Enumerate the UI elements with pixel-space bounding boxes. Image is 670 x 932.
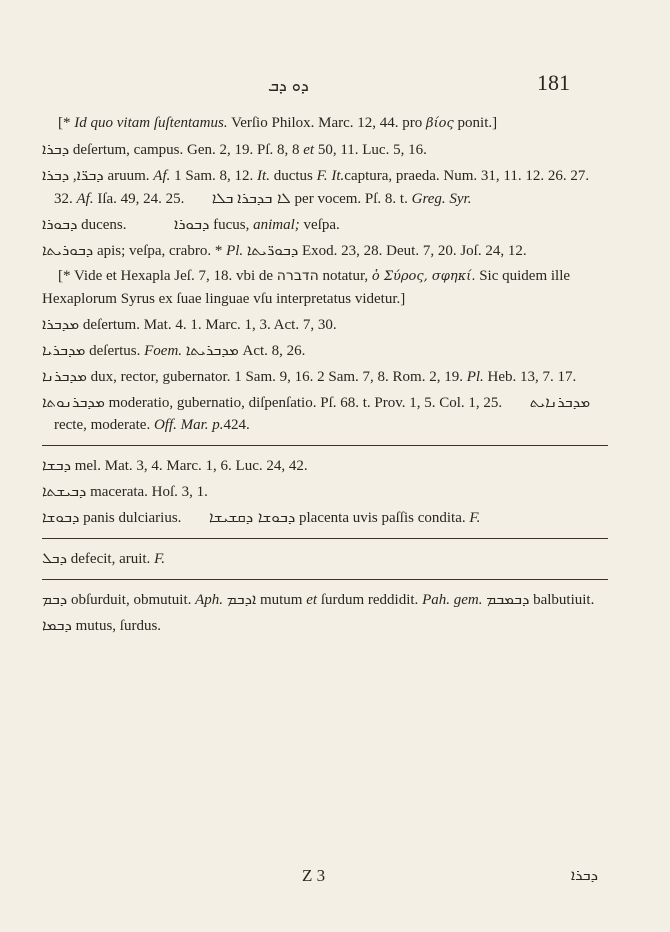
dictionary-entry: ܡܕܒܪܝܐ deſertus. Foem. ܡܕܒܪܝܬܐ Act. 8, 26. bbox=[42, 341, 306, 359]
dictionary-entry: ܕܒܪ̈ܐ, ܕܒܪܐ aruum. Af. 1 Sam. 8, 12. It. ductus F. It.captura, praeda. Num. 31, 11. 12. 26. 27. 32. Af. Iſa. 49, 24. 25. ܠܐ ܒܕܒܪܐ ܒܠܐ per vocem. Pſ. 8. t. Greg. Syr. bbox=[42, 166, 590, 207]
editor-note: [* Vide et Hexapla Jeſ. 7, 18. vbi de הדברה notatur, ὁ Σύρος, σφηκί. Sic quidem ille Hexaplorum Syrus ex ſuae linguae vſu interpretatus videtur.] bbox=[42, 268, 571, 307]
dictionary-entry: ܕܒܝܫܬܐ macerata. Hoſ. 3, 1. bbox=[42, 482, 208, 500]
syriac-headword: ܕܒܪܐ bbox=[42, 140, 70, 158]
section-divider bbox=[42, 579, 608, 580]
running-head: ܕܘ ܕܒ bbox=[268, 76, 309, 95]
page-number: 181 bbox=[537, 70, 570, 95]
syriac-headword: ܕܒܘܪܐ bbox=[42, 215, 78, 233]
section-divider bbox=[42, 538, 608, 539]
syriac-headword: ܡܕܒܪܐ bbox=[42, 315, 80, 333]
dictionary-entry: ܕܒܘܪܐ ducens. ܕܒܘܪܐ fucus, animal; veſpa. bbox=[42, 215, 340, 233]
dictionary-entry: ܕܒܘܪܝܬܐ apis; veſpa, crabro. * Pl. ܕܒܘܪ̈ܝܬܐ Exod. 23, 28. Deut. 7, 20. Joſ. 24, 12. bbox=[42, 241, 527, 259]
syriac-headword: ܕܒܝܫܬܐ bbox=[42, 482, 87, 500]
syriac-headword: ܕܒܡܐ bbox=[42, 616, 72, 634]
dictionary-entry: ܕܒܠ defecit, aruit. F. bbox=[42, 549, 166, 567]
signature-mark: Z 3 bbox=[302, 866, 326, 885]
dictionary-entry: ܕܒܫܐ mel. Mat. 3, 4. Marc. 1, 6. Luc. 24, 42. bbox=[42, 456, 308, 474]
dictionary-entry: ܕܒܘܫܐ panis dulciarius. ܕܒܘܫܐ ܕܩܫܝܫܐ placenta uvis paſſis condita. F. bbox=[42, 508, 481, 526]
editor-note: [* Id quo vitam ſuſtentamus. Verſio Philox. Marc. 12, 44. pro βίος ponit.] bbox=[58, 115, 498, 131]
dictionary-entry: ܡܕܒܪܐ deſertum. Mat. 4. 1. Marc. 1, 3. Act. 7, 30. bbox=[42, 315, 337, 333]
catchword: ܕܒܪܐ bbox=[570, 866, 598, 884]
syriac-headword: ܕܒܪܐ bbox=[42, 166, 70, 184]
dictionary-entry: ܡܕܒܪܢܐ dux, rector, gubernator. 1 Sam. 9, 16. 2 Sam. 7, 8. Rom. 2, 19. Pl. Heb. 13, 7. 17. bbox=[42, 367, 577, 385]
syriac-headword: ܡܕܒܪܢܐ bbox=[42, 367, 87, 385]
dictionary-entry: ܕܒܡ obſurduit, obmutuit. Aph. ܐܕܒܡ mutum et ſurdum reddidit. Pah. gem. ܕܒܡܒܡ balbutiuit. bbox=[42, 590, 595, 608]
dictionary-entry: ܕܒܡܐ mutus, ſurdus. bbox=[42, 616, 162, 634]
syriac-headword: ܕܒܠ bbox=[42, 549, 68, 567]
section-divider bbox=[42, 445, 608, 446]
dictionary-entry: ܕܒܪܐ deſertum, campus. Gen. 2, 19. Pſ. 8, 8 et 50, 11. Luc. 5, 16. bbox=[42, 140, 427, 158]
dictionary-body bbox=[42, 112, 608, 640]
syriac-headword: ܕܒܫܐ bbox=[42, 456, 71, 474]
syriac-headword: ܡܕܒܪܝܐ bbox=[42, 341, 86, 359]
dictionary-entry: ܡܕܒܪܢܘܬܐ moderatio, gubernatio, diſpenſatio. Pſ. 68. t. Prov. 1, 5. Col. 1, 25. ܡܕܒܪܢܐܝܬ recte, moderate. Off. Mar. p.424. bbox=[42, 393, 591, 433]
syriac-headword: ܕܒܘܪܝܬܐ bbox=[42, 241, 94, 259]
syriac-headword: ܕܒܡ bbox=[42, 590, 68, 608]
page-footer bbox=[42, 866, 608, 890]
syriac-headword: ܕܒܘܫܐ bbox=[42, 508, 80, 526]
syriac-headword: ܕܒܪ̈ܐ bbox=[76, 166, 104, 184]
syriac-headword: ܡܕܒܪܢܘܬܐ bbox=[42, 393, 105, 411]
